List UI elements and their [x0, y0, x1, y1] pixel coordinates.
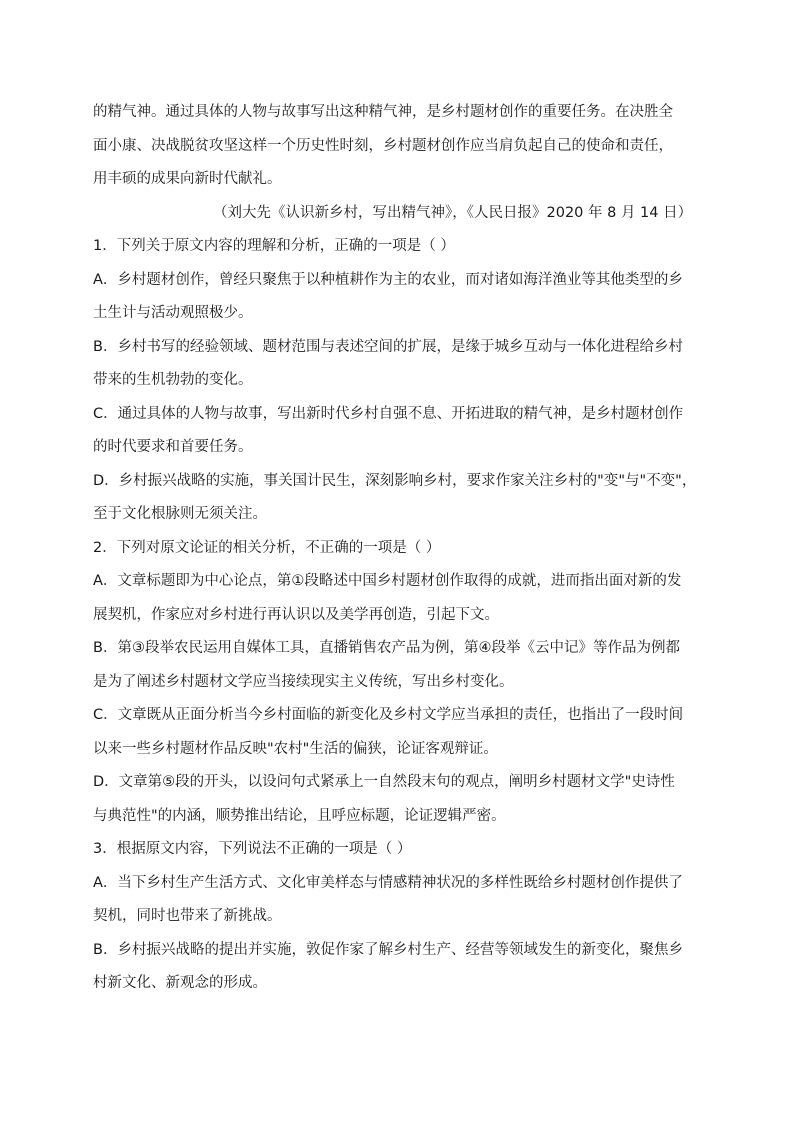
intro-line: 用丰硕的成果向新时代献礼。 — [93, 171, 282, 187]
option-line: 契机，同时也带来了新挑战。 — [93, 908, 282, 924]
question-stem: 3．根据原文内容，下列说法不正确的一项是（ ） — [93, 841, 412, 857]
option-line: A．乡村题材创作，曾经只聚焦于以种植耕作为主的农业，而对诸如海洋渔业等其他类型的乡 — [93, 271, 683, 288]
option-line: A．文章标题即为中心论点，第①段略述中国乡村题材创作取得的成就，进而指出面对新的发 — [93, 573, 682, 589]
option-line: 以来一些乡村题材作品反映"农村"生活的偏狭，论证客观辩证。 — [93, 740, 498, 757]
document-body — [93, 96, 703, 1001]
option-c — [93, 699, 703, 766]
option-a — [93, 565, 703, 632]
option-line: B．乡村振兴战略的提出并实施，敦促作家了解乡村生产、经营等领域发生的新变化，聚焦乡 — [93, 941, 683, 958]
option-line: D．乡村振兴战略的实施，事关国计民生，深刻影响乡村，要求作家关注乡村的"变"与"不变"， — [93, 472, 697, 489]
intro-line: 的精气神。通过具体的人物与故事写出这种精气神，是乡村题材创作的重要任务。在决胜全 — [93, 104, 673, 120]
question-stem: 2．下列对原文论证的相关分析，不正确的一项是（ ） — [93, 539, 441, 556]
option-line: 至于文化根脉则无须关注。 — [93, 506, 267, 522]
option-line: B．第③段举农民运用自媒体工具，直播销售农产品为例，第④段举《云中记》等作品为例都 — [93, 640, 680, 656]
option-line: 与典范性"的内涵，顺势推出结论，且呼应标题，论证逻辑严密。 — [93, 807, 506, 824]
source-citation: （刘大先《认识新乡村，写出精气神》，《人民日报》2020 年 8 月 14 日） — [213, 204, 693, 221]
option-line: 村新文化、新观念的形成。 — [93, 975, 267, 991]
option-line: 是为了阐述乡村题材文学应当接续现实主义传统，写出乡村变化。 — [93, 673, 514, 690]
option-line: 带来的生机勃勃的变化。 — [93, 372, 253, 388]
option-d — [93, 766, 703, 833]
option-line: D．文章第⑤段的开头，以设问句式紧承上一自然段末句的观点，阐明乡村题材文学"史诗性 — [93, 774, 675, 790]
option-d — [93, 465, 703, 532]
intro-paragraph — [93, 96, 703, 197]
option-line: B．乡村书写的经验领域、题材范围与表述空间的扩展，是缘于城乡互动与一体化进程给乡村 — [93, 338, 683, 355]
option-b — [93, 934, 703, 1001]
intro-line: 面小康、决战脱贫攻坚这样一个历史性时刻，乡村题材创作应当肩负起自己的使命和责任， — [93, 137, 673, 154]
option-line: 展契机，作家应对乡村进行再认识以及美学再创造，引起下文。 — [93, 606, 499, 623]
option-b — [93, 331, 703, 398]
option-line: 的时代要求和首要任务。 — [93, 439, 253, 455]
question-3 — [93, 833, 703, 1001]
question-2 — [93, 532, 703, 834]
option-b — [93, 632, 703, 699]
question-stem: 1．下列关于原文内容的理解和分析，正确的一项是（ ） — [93, 238, 455, 254]
option-a — [93, 867, 703, 934]
option-line: 土生计与活动观照极少。 — [93, 305, 253, 321]
option-a — [93, 264, 703, 331]
option-line: C．文章既从正面分析当今乡村面临的新变化及乡村文学应当承担的责任，也指出了一段时间 — [93, 707, 684, 723]
option-line: A．当下乡村生产生活方式、文化审美样态与情感精神状况的多样性既给乡村题材创作提供了 — [93, 874, 683, 891]
option-c — [93, 398, 703, 465]
option-line: C．通过具体的人物与故事，写出新时代乡村自强不息、开拓进取的精气神，是乡村题材创作 — [93, 405, 684, 422]
question-1 — [93, 230, 703, 532]
